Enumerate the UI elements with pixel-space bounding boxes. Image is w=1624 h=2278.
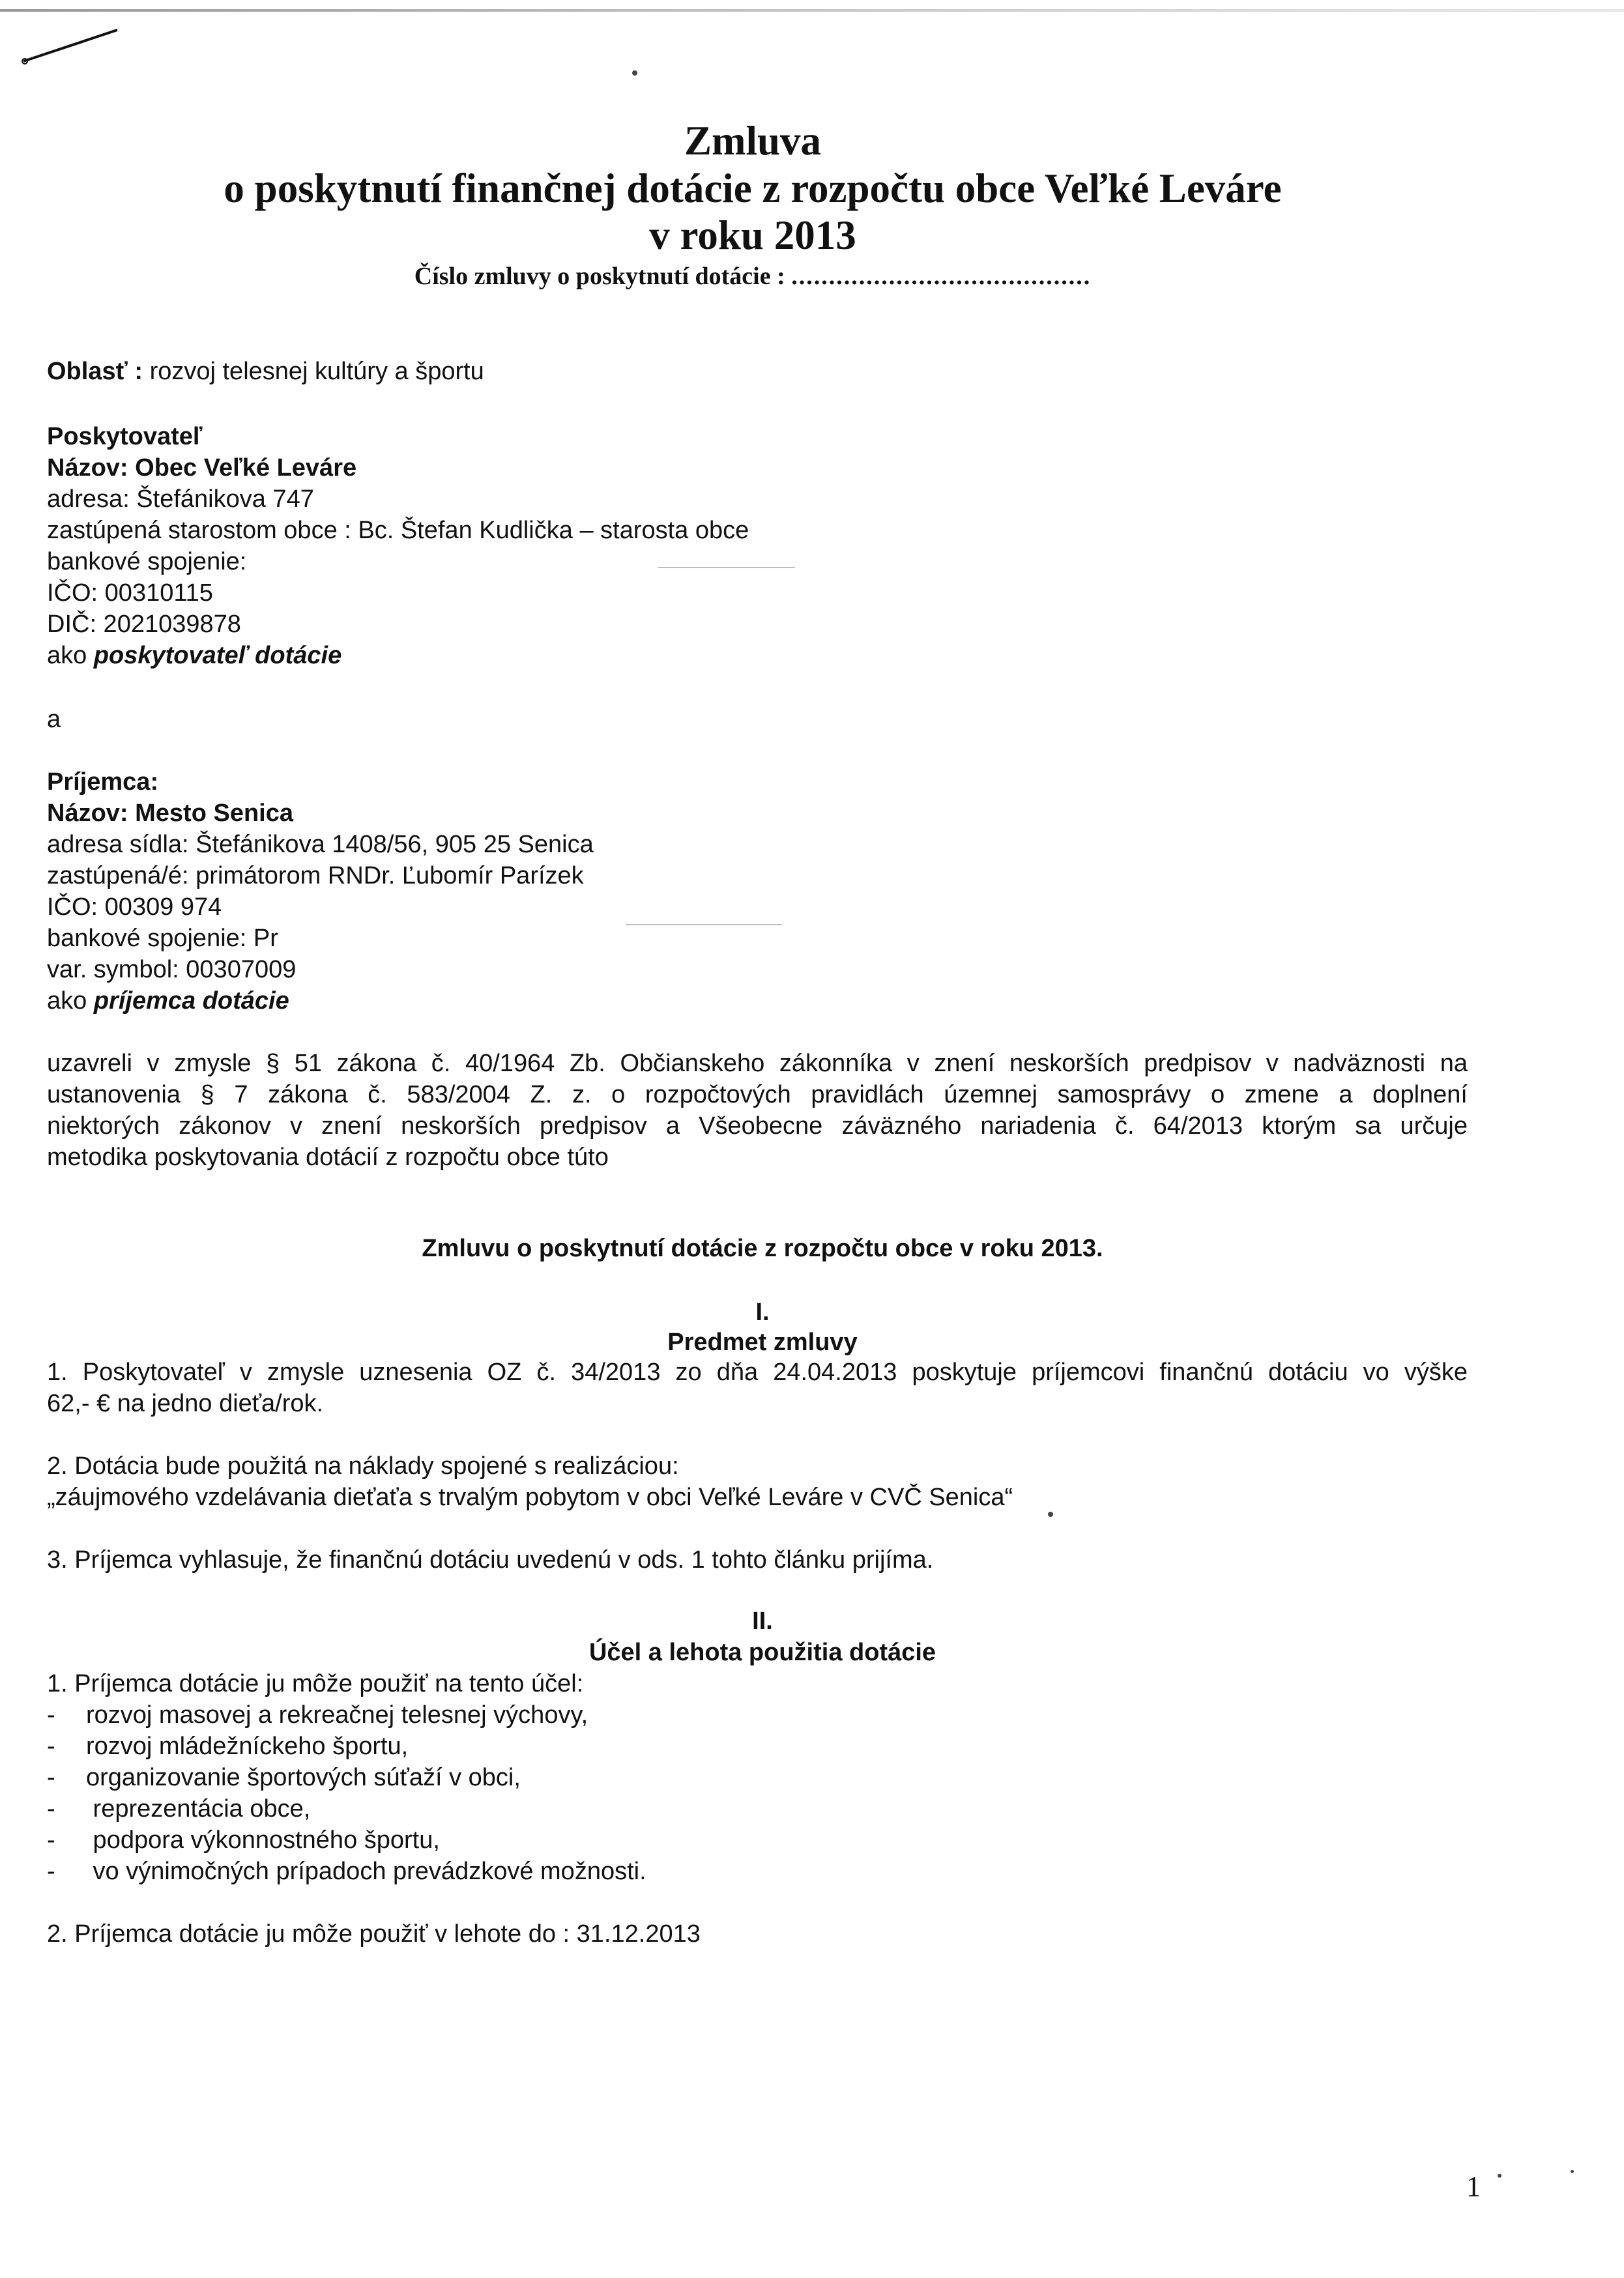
section2-paragraph2: 2. Príjemca dotácie ju môže použiť v lehote do : 31.12.2013 xyxy=(47,1920,701,1948)
section2-title: Účel a lehota použitia dotácie xyxy=(588,1639,936,1666)
section1-paragraph2-line1: 2. Dotácia bude použitá na náklady spojené s realizáciou: xyxy=(47,1452,679,1480)
provider-role-prefix: ako xyxy=(47,642,94,669)
recipient-role-text: príjemca dotácie xyxy=(93,987,289,1015)
purpose-list-item: - organizovanie športových súťaží v obci, xyxy=(47,1764,521,1791)
area-value: rozvoj telesnej kultúry a športu xyxy=(149,358,484,385)
contract-number-value: ........................................ xyxy=(791,263,1092,290)
preamble-line: ustanovenia § 7 zákona č. 583/2004 Z. z. o rozpočtových pravidlách územnej samosprávy o zmene a doplnení xyxy=(47,1081,1468,1108)
provider-represented: zastúpená starostom obce : Bc. Štefan Kudlička – starosta obce xyxy=(47,517,749,544)
pen-stroke-mark xyxy=(20,25,124,70)
section1-paragraph1-line2: 62,- € na jedno dieťa/rok. xyxy=(47,1390,324,1417)
scan-speck xyxy=(1048,1512,1053,1517)
recipient-ico: IČO: 00309 974 xyxy=(47,893,222,921)
recipient-heading: Príjemca: xyxy=(47,768,159,796)
purpose-list-item: - reprezentácia obce, xyxy=(47,1795,311,1823)
preamble-line: uzavreli v zmysle § 51 zákona č. 40/1964 Zb. Občianskeho zákonníka v znení neskorších predpisov v nadväznosti na xyxy=(47,1050,1468,1077)
area-line xyxy=(47,356,484,387)
scan-speck xyxy=(1498,2174,1501,2178)
provider-role xyxy=(47,640,341,671)
section2-paragraph1: 1. Príjemca dotácie ju môže použiť na tento účel: xyxy=(47,1670,584,1697)
section1-number: I. xyxy=(755,1299,770,1326)
purpose-list-item: - vo výnimočných prípadoch prevádzkové možnosti. xyxy=(47,1858,646,1885)
preamble-line: metodika poskytovania dotácií z rozpočtu obce túto xyxy=(47,1144,609,1171)
scan-speck xyxy=(632,70,637,76)
redacted-mark xyxy=(658,567,795,568)
preamble-line: niektorých zákonov v znení neskorších predpisov a Všeobecne záväzného nariadenia č. 64/2013 ktorým sa určuje xyxy=(47,1112,1468,1140)
contract-number-label: Číslo zmluvy o poskytnutí dotácie : xyxy=(414,263,785,290)
section2-number: II. xyxy=(752,1608,773,1635)
provider-heading: Poskytovateľ xyxy=(47,423,203,450)
and-word: a xyxy=(47,706,61,733)
document-title: Zmluva xyxy=(684,118,822,164)
purpose-list-item: - rozvoj masovej a rekreačnej telesnej výchovy, xyxy=(47,1701,588,1729)
scan-speck xyxy=(1571,2170,1574,2173)
contract-heading: Zmluvu o poskytnutí dotácie z rozpočtu obce v roku 2013. xyxy=(422,1235,1103,1262)
scan-edge xyxy=(0,9,1624,12)
section1-title: Predmet zmluvy xyxy=(667,1329,858,1356)
provider-ico: IČO: 00310115 xyxy=(47,579,213,607)
provider-bank: bankové spojenie: xyxy=(47,548,247,575)
recipient-var-symbol: var. symbol: 00307009 xyxy=(47,956,297,983)
recipient-role-prefix: ako xyxy=(47,987,94,1015)
redacted-mark xyxy=(626,924,782,925)
recipient-bank: bankové spojenie: Pr xyxy=(47,925,278,952)
page-number: 1 xyxy=(1466,2170,1481,2202)
recipient-represented: zastúpená/é: primátorom RNDr. Ľubomír Parízek xyxy=(47,862,584,889)
recipient-role xyxy=(47,985,289,1016)
purpose-list-item: - rozvoj mládežníckeho športu, xyxy=(47,1733,409,1760)
provider-address: adresa: Štefánikova 747 xyxy=(47,485,314,513)
section1-paragraph2-line2: „záujmového vzdelávania dieťaťa s trvalým pobytom v obci Veľké Leváre v CVČ Senica“ xyxy=(47,1484,1013,1511)
purpose-list-item: - podpora výkonnostného športu, xyxy=(47,1826,440,1854)
document-subtitle: o poskytnutí finančnej dotácie z rozpočtu obce Veľké Leváre xyxy=(224,166,1282,211)
provider-dic: DIČ: 2021039878 xyxy=(47,611,241,638)
area-label: Oblasť : xyxy=(47,358,143,385)
recipient-name: Názov: Mesto Senica xyxy=(47,800,293,827)
section1-paragraph3: 3. Príjemca vyhlasuje, že finančnú dotáciu uvedenú v ods. 1 tohto článku prijíma. xyxy=(47,1546,934,1574)
document-year: v roku 2013 xyxy=(649,212,856,258)
provider-role-text: poskytovateľ dotácie xyxy=(93,642,342,669)
contract-number xyxy=(0,264,1505,289)
provider-name: Názov: Obec Veľké Leváre xyxy=(47,454,357,482)
recipient-address: adresa sídla: Štefánikova 1408/56, 905 25 Senica xyxy=(47,831,594,858)
section1-paragraph1-line1: 1. Poskytovateľ v zmysle uznesenia OZ č. 34/2013 zo dňa 24.04.2013 poskytuje príjemcovi finančnú dotáciu vo výške xyxy=(47,1359,1468,1386)
